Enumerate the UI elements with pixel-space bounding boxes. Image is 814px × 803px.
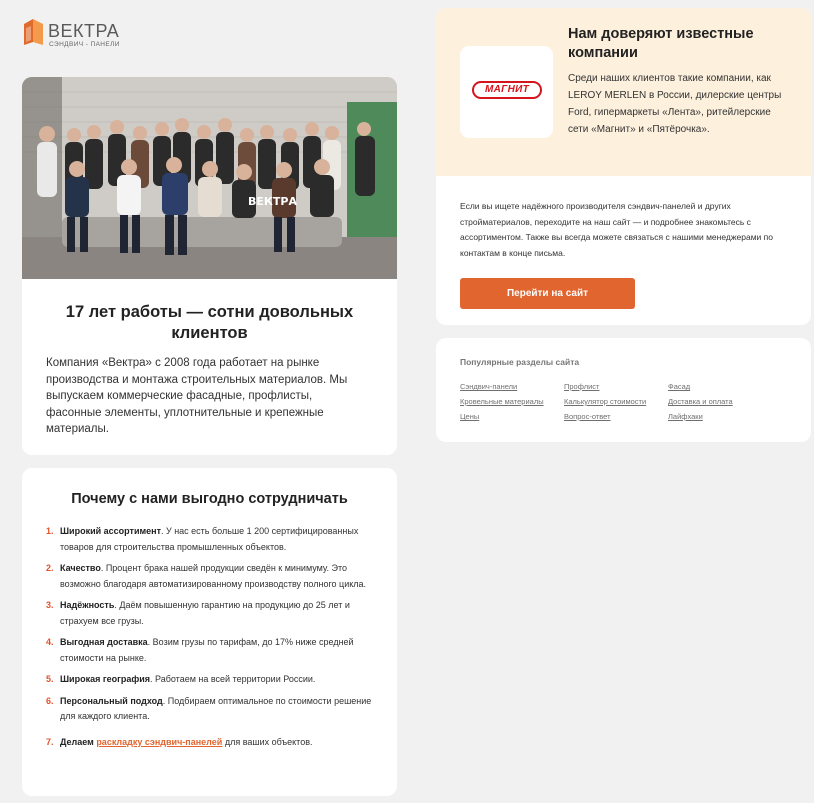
item-heading: Надёжность xyxy=(60,600,115,610)
team-photo xyxy=(22,77,397,279)
item-number: 2. xyxy=(46,563,54,573)
logo-brand: ВЕКТРА xyxy=(48,21,120,41)
logo[interactable] xyxy=(22,16,132,52)
about-title: 17 лет работы — сотни довольных клиентов xyxy=(65,303,354,342)
item-heading: Широкий ассортимент xyxy=(60,526,161,536)
magnit-logo-text: МАГНИТ xyxy=(484,84,529,95)
links-title: Популярные разделы сайта xyxy=(460,357,580,367)
item-number: 4. xyxy=(46,637,54,647)
link-faq[interactable]: Вопрос-ответ xyxy=(564,412,611,421)
why-list xyxy=(46,524,376,756)
layout-link[interactable]: раскладку сэндвич-панелей xyxy=(96,736,223,747)
logo-mark-icon xyxy=(22,16,46,46)
list-item xyxy=(46,635,376,666)
trust-body: Если вы ищете надёжного производителя сэндвич-панелей и других стройматериалов, переходите на наш сайт — и подробнее знакомьтесь с ассортиментом. Также вы всегда можете связаться с нашими менеджерами по контактам в конце письма. xyxy=(460,201,773,258)
trust-card xyxy=(436,8,811,325)
list-item xyxy=(46,694,376,725)
links-card xyxy=(436,338,811,442)
item-heading: Качество xyxy=(60,563,101,573)
item-heading: Персональный подход xyxy=(60,695,163,706)
item-heading: Выгодная доставка xyxy=(60,637,148,647)
item-text: . Возим грузы по тарифам, до 17% ниже средней стоимости на рынке. xyxy=(60,637,354,663)
link-prices[interactable]: Цены xyxy=(460,412,480,421)
why-card xyxy=(22,468,397,796)
link-delivery[interactable]: Доставка и оплата xyxy=(668,397,733,406)
link-calculator[interactable]: Калькулятор стоимости xyxy=(564,397,647,406)
item-text: . Процент брака нашей продукции сведён к минимуму. Это возможно благодаря автоматизированному производству полного цикла. xyxy=(60,563,367,589)
link-roofing[interactable]: Кровельные материалы xyxy=(460,397,544,406)
item-number: 5. xyxy=(46,674,54,684)
list-item xyxy=(46,561,376,592)
item-number: 7. xyxy=(46,736,54,747)
trust-text: Среди наших клиентов такие компании, как LEROY MERLEN в России, дилерские центры Ford, гипермаркеты «Лента», ритейлерские сети «Магнит» и «Пятёрочка». xyxy=(568,73,782,135)
item-text: . У нас есть больше 1 200 сертифицированных товаров для строительства промышленных объектов. xyxy=(60,526,359,552)
item-text: для ваших объектов. xyxy=(224,736,313,747)
why-title: Почему с нами выгодно сотрудничать xyxy=(71,491,348,507)
about-card xyxy=(22,77,397,455)
item-heading: Делаем xyxy=(60,736,94,747)
item-number: 1. xyxy=(46,526,54,536)
item-heading: Широкая география xyxy=(60,674,150,684)
link-proflist[interactable]: Профлист xyxy=(564,382,600,391)
link-facade[interactable]: Фасад xyxy=(668,382,691,391)
photo-sign: ВЕКТРА xyxy=(248,195,297,208)
magnit-logo xyxy=(472,81,542,99)
item-text: . Даём повышенную гарантию на продукцию до 25 лет и страхуем все грузы. xyxy=(60,600,350,626)
client-logo-box xyxy=(460,46,553,138)
link-lifehacks[interactable]: Лайфхаки xyxy=(668,412,703,421)
go-to-site-button[interactable]: Перейти на сайт xyxy=(460,278,635,309)
list-item xyxy=(46,672,376,688)
item-number: 6. xyxy=(46,695,54,706)
trust-title: Нам доверяют известные компании xyxy=(568,26,754,61)
about-text: Компания «Вектра» с 2008 года работает на рынке производства и монтажа строительных материалов. Мы выпускаем коммерческие фасадные, профлисты, фасонные элементы, уплотнительные и крепежные материалы. xyxy=(46,357,348,435)
list-item xyxy=(46,524,376,555)
trust-banner xyxy=(436,8,811,176)
item-text: . Работаем на всей территории России. xyxy=(150,674,316,684)
item-text: . Подбираем оптимальное по стоимости решение для каждого клиента. xyxy=(60,695,372,721)
list-item xyxy=(46,598,376,629)
logo-tagline: СЭНДВИЧ - ПАНЕЛИ xyxy=(49,41,120,48)
list-item xyxy=(46,735,376,751)
link-sandwich-panels[interactable]: Сэндвич-панели xyxy=(460,382,518,391)
item-number: 3. xyxy=(46,600,54,610)
